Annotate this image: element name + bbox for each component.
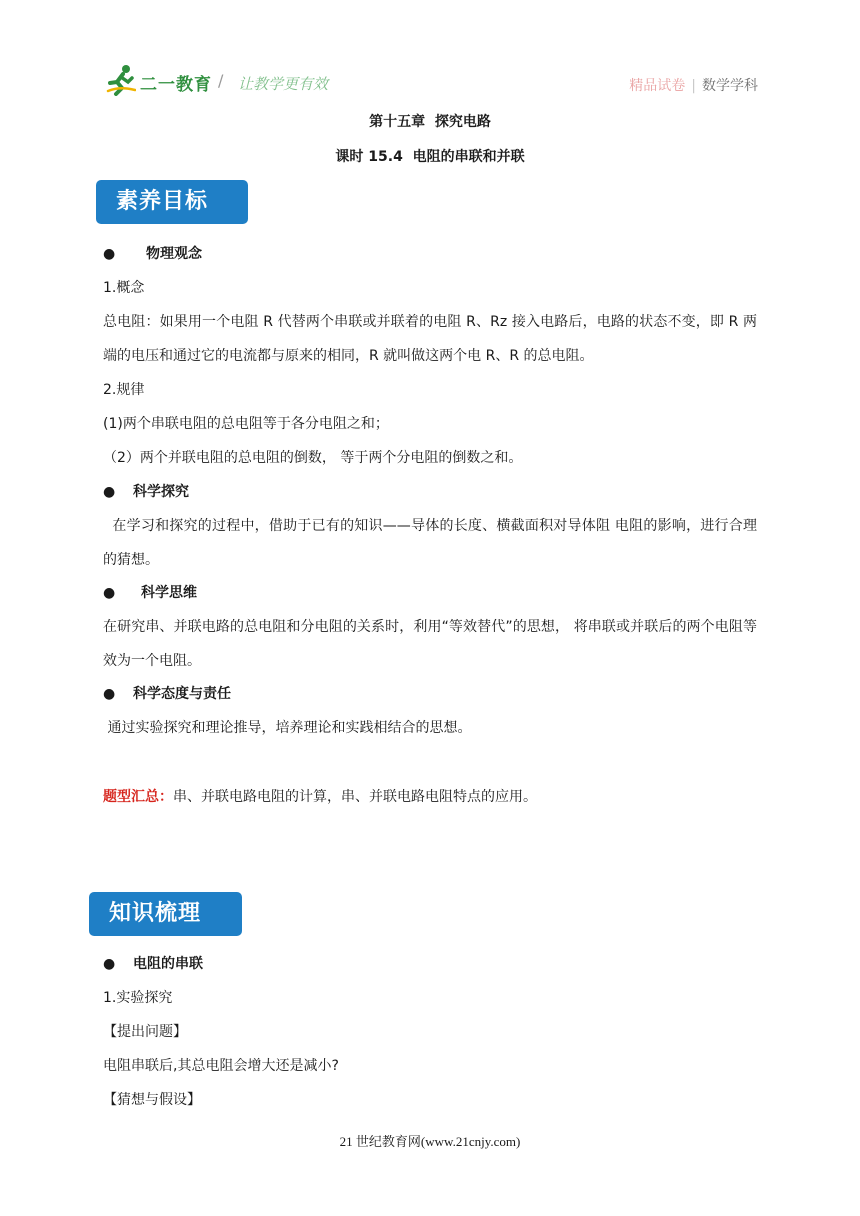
concept-text: 总电阻：如果用一个电阻 R 代替两个串联或并联着的电阻 R、Rz 接入电路后，电路的状态不变，即 R 两端的电压和通过它的电流都与原来的相同，R 就叫做这两个电 R、R 的总电阻。 bbox=[103, 314, 757, 364]
brand-logo-text: 二一教育 bbox=[140, 75, 212, 95]
bullet-icon: ● bbox=[103, 585, 116, 601]
inquiry-text: 在学习和探究的过程中，借助于已有的知识——导体的长度、横截面积对导体阻 电阻的影响，进行合理的猜想。 bbox=[103, 518, 758, 568]
hypothesis-label: 【猜想与假设】 bbox=[103, 1092, 201, 1108]
bullet-icon: ● bbox=[103, 484, 116, 500]
thinking-heading: 科学思维 bbox=[141, 585, 197, 601]
bullet-icon: ● bbox=[103, 956, 116, 972]
header-right bbox=[629, 75, 758, 95]
physics-concept-heading: 物理观念 bbox=[146, 246, 202, 262]
page-footer: 21 世纪教育网(www.21cnjy.com) bbox=[339, 1134, 521, 1149]
question-type-summary bbox=[103, 787, 537, 807]
rule-series: (1)两个串联电阻的总电阻等于各分电阻之和； bbox=[103, 416, 389, 432]
bullet-icon: ● bbox=[103, 246, 116, 262]
question-text: 电阻串联后,其总电阻会增大还是减小? bbox=[103, 1058, 339, 1074]
inquiry-heading: 科学探究 bbox=[133, 484, 189, 500]
series-heading: 电阻的串联 bbox=[133, 956, 203, 972]
concept-label: 1.概念 bbox=[103, 280, 145, 296]
summary-label: 题型汇总： bbox=[103, 789, 173, 805]
experiment-label: 1.实验探究 bbox=[103, 990, 173, 1006]
header-slash: / bbox=[218, 71, 224, 90]
header-separator: | bbox=[691, 78, 696, 94]
raise-question-label: 【提出问题】 bbox=[103, 1024, 187, 1040]
attitude-heading: 科学态度与责任 bbox=[133, 686, 231, 702]
bullet-icon: ● bbox=[103, 686, 116, 702]
premium-tag: 精品试卷 bbox=[629, 78, 686, 94]
rule-label: 2.规律 bbox=[103, 382, 145, 398]
runner-logo-icon bbox=[106, 64, 136, 96]
section-knowledge-title: 知识梳理 bbox=[89, 892, 242, 936]
attitude-text: 通过实验探究和理论推导，培养理论和实践相结合的思想。 bbox=[103, 720, 472, 736]
section-goals-title: 素养目标 bbox=[96, 180, 248, 224]
lesson-title: 课时 15.4 电阻的串联和并联 bbox=[335, 149, 525, 165]
brand-slogan: 让教学更有效 bbox=[238, 75, 329, 93]
rule-parallel: （2）两个并联电阻的总电阻的倒数， 等于两个分电阻的倒数之和。 bbox=[103, 450, 523, 466]
chapter-title: 第十五章 探究电路 bbox=[369, 114, 491, 130]
subject-label: 数学学科 bbox=[702, 78, 758, 94]
thinking-text: 在研究串、并联电路的总电阻和分电阻的关系时，利用“等效替代”的思想， 将串联或并联后的两个电阻等效为一个电阻。 bbox=[103, 619, 757, 669]
summary-text: 串、并联电路电阻的计算，串、并联电路电阻特点的应用。 bbox=[173, 789, 537, 805]
